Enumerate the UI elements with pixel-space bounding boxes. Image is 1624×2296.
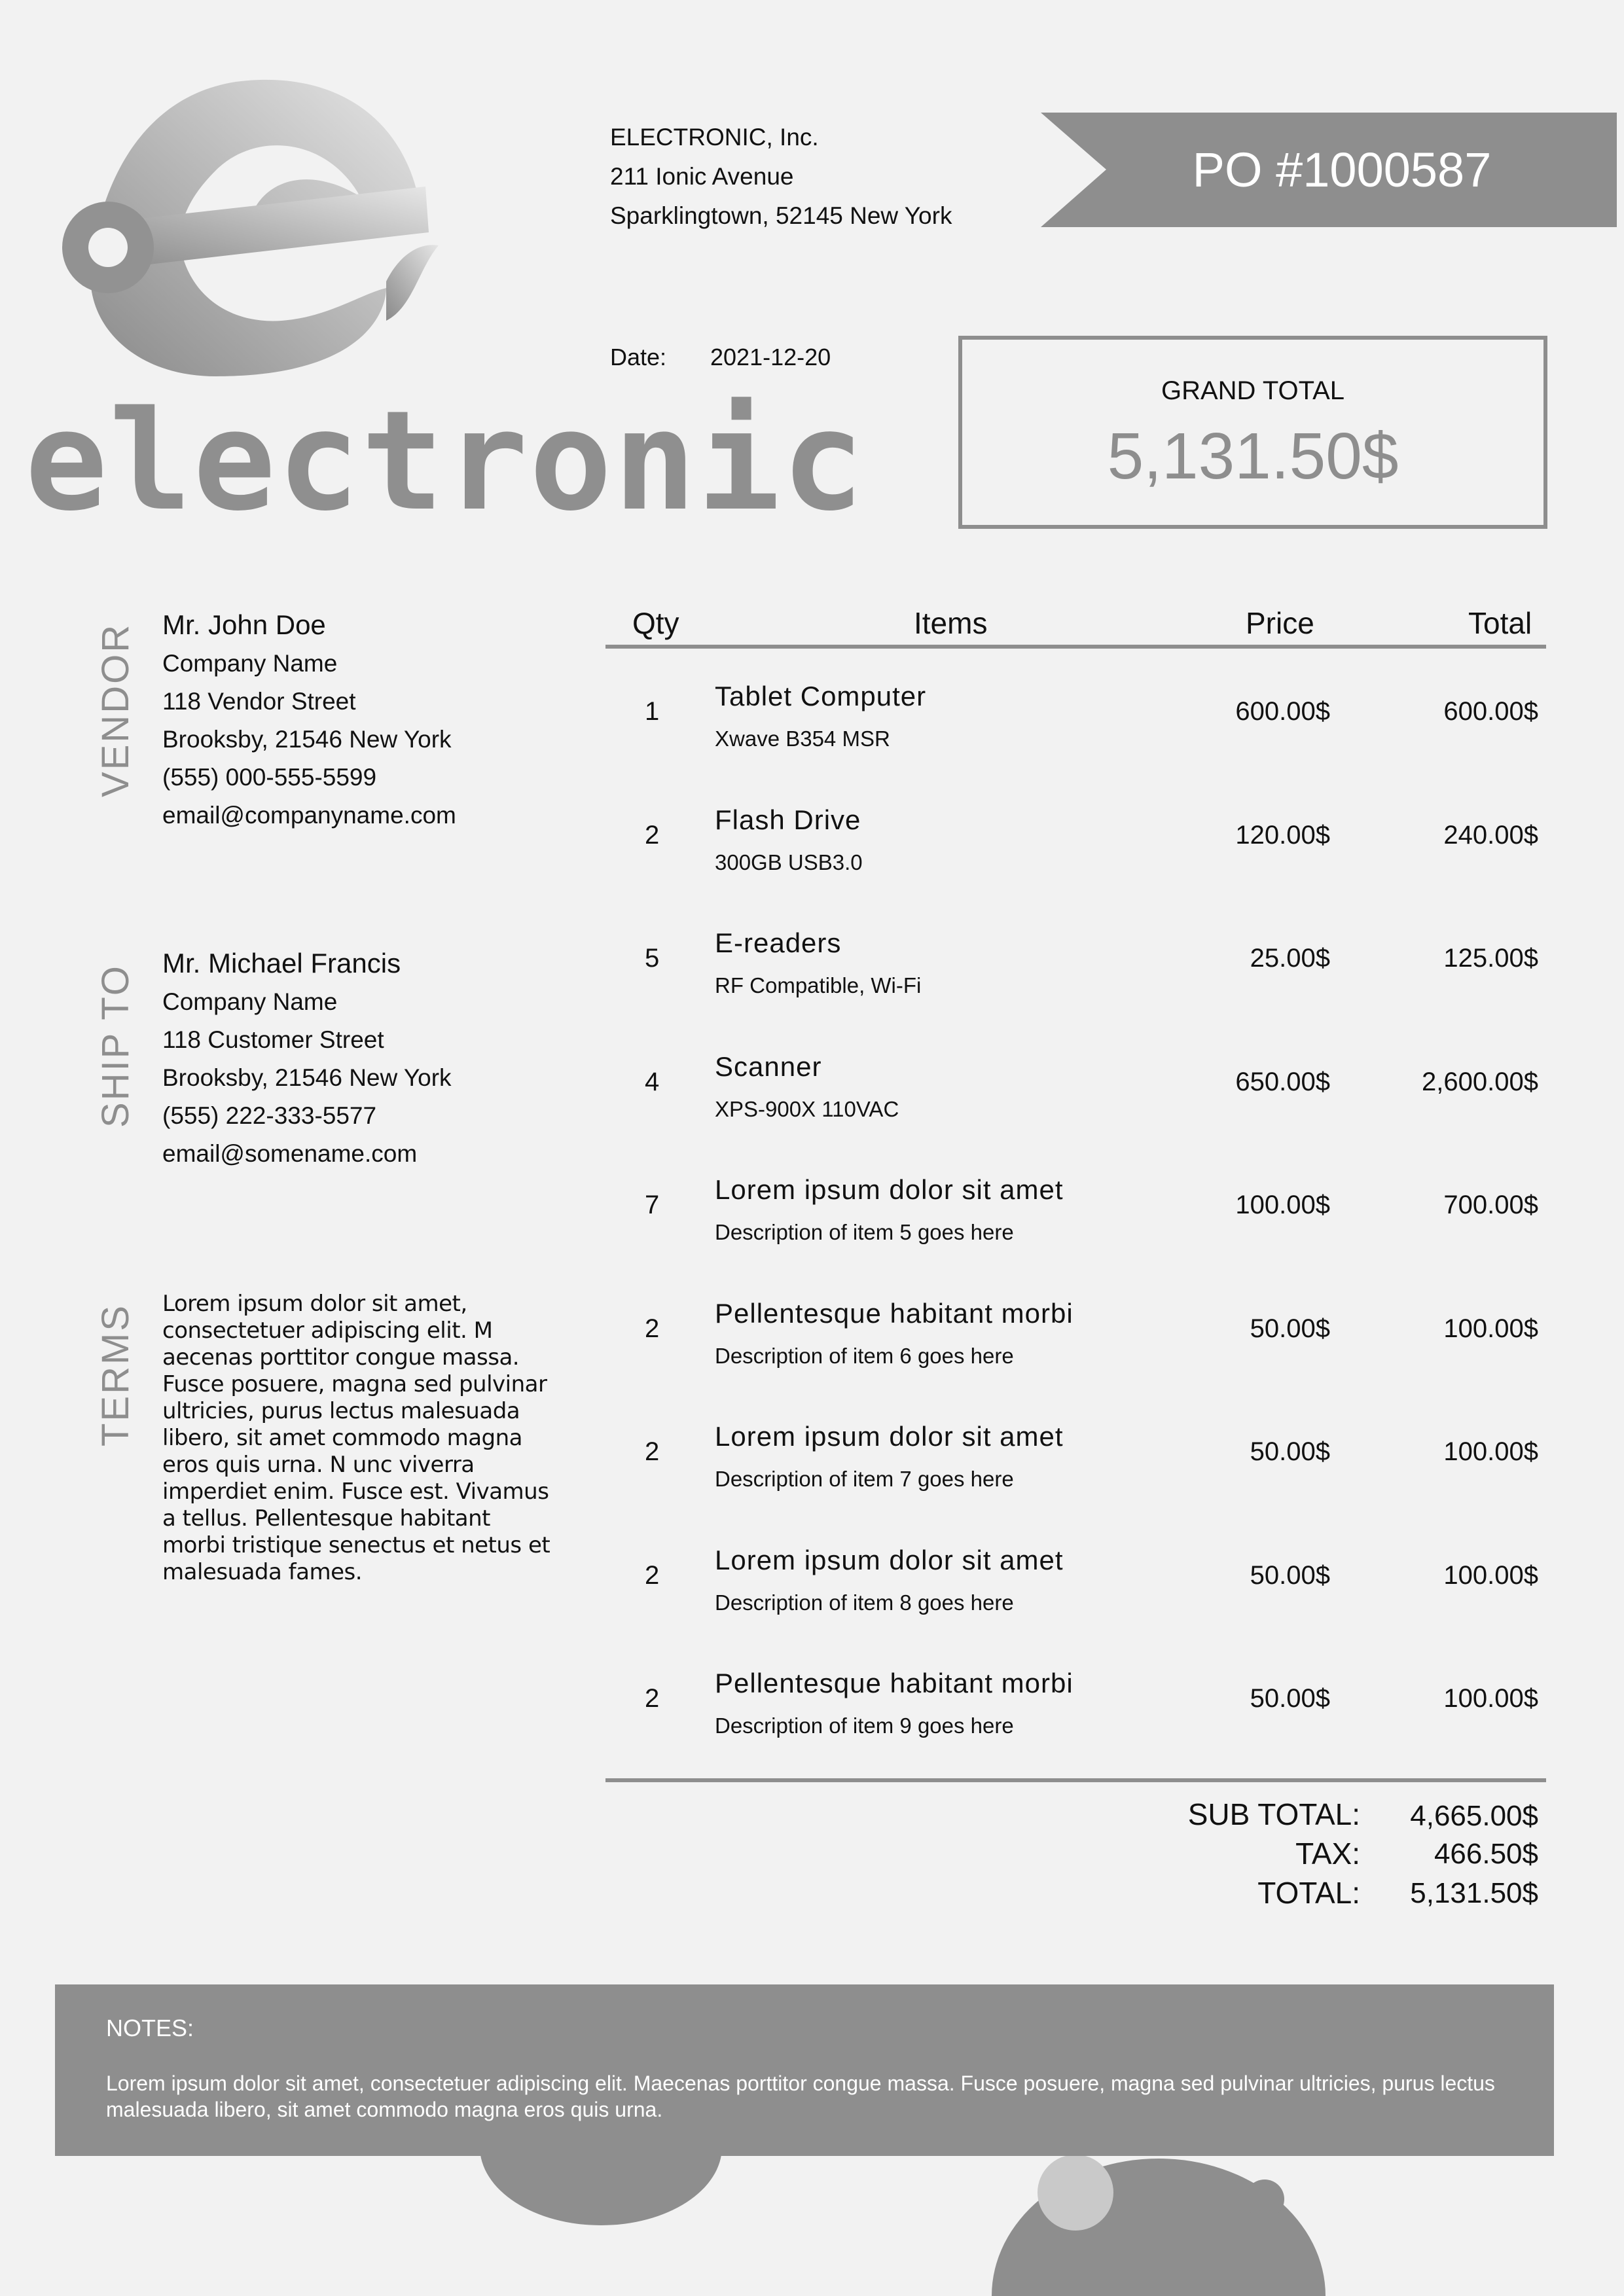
- logo-wordmark: electronic: [25, 381, 866, 541]
- tax-label: TAX:: [1295, 1837, 1360, 1871]
- ship-to-email: email@somename.com: [162, 1140, 418, 1167]
- item-description: Description of item 8 goes here: [715, 1590, 1014, 1615]
- date-value: 2021-12-20: [710, 344, 831, 370]
- table-row: [605, 1648, 1546, 1771]
- item-price: 50.00$: [1250, 1314, 1330, 1343]
- date-label: Date:: [610, 344, 667, 370]
- vendor-city: Brooksby, 21546 New York: [162, 726, 452, 753]
- vendor-section-label: VENDOR: [94, 622, 137, 797]
- item-price: 120.00$: [1235, 820, 1330, 850]
- item-total: 700.00$: [1443, 1191, 1538, 1219]
- table-row: [605, 908, 1546, 1031]
- column-header-items: Items: [914, 606, 988, 640]
- table-row: [605, 661, 1546, 784]
- table-row: [605, 1155, 1546, 1278]
- item-total: 100.00$: [1443, 1437, 1538, 1466]
- item-total: 100.00$: [1443, 1684, 1538, 1713]
- item-name: Lorem ipsum dolor sit amet: [715, 1421, 1064, 1452]
- ship-to-company: Company Name: [162, 988, 338, 1015]
- table-row: [605, 1278, 1546, 1401]
- total-label: TOTAL:: [1257, 1876, 1360, 1910]
- item-price: 100.00$: [1235, 1191, 1330, 1219]
- grand-total-label: GRAND TOTAL: [1161, 376, 1345, 405]
- item-qty: 2: [645, 820, 660, 850]
- item-description: Xwave B354 MSR: [715, 726, 890, 751]
- item-description: RF Compatible, Wi-Fi: [715, 973, 922, 997]
- item-total: 125.00$: [1443, 944, 1538, 973]
- item-qty: 7: [645, 1191, 660, 1219]
- vendor-street: 118 Vendor Street: [162, 688, 356, 715]
- item-total: 100.00$: [1443, 1314, 1538, 1343]
- item-description: Description of item 7 goes here: [715, 1467, 1014, 1491]
- item-price: 650.00$: [1235, 1067, 1330, 1096]
- ship-to-section-label: SHIP TO: [94, 964, 137, 1128]
- item-qty: 2: [645, 1560, 660, 1590]
- notes-text: Lorem ipsum dolor sit amet, consectetuer adipiscing elit. Maecenas porttitor congue massa. Fusce posuere, magna sed pulvinar ultricies, purus lectus malesuada libero, sit amet commodo magna eros quis urna.: [106, 2072, 1495, 2121]
- column-header-price: Price: [1246, 606, 1314, 640]
- subtotal-value: 4,665.00$: [1410, 1800, 1538, 1832]
- item-name: Scanner: [715, 1050, 822, 1082]
- item-description: XPS-900X 110VAC: [715, 1096, 899, 1121]
- item-qty: 1: [645, 697, 660, 726]
- subtotal-label: SUB TOTAL:: [1187, 1797, 1360, 1831]
- item-description: Description of item 6 goes here: [715, 1343, 1014, 1368]
- tax-value: 466.50$: [1434, 1838, 1538, 1870]
- item-price: 50.00$: [1250, 1437, 1330, 1466]
- ship-to-block: [162, 944, 452, 1173]
- item-qty: 2: [645, 1314, 660, 1343]
- ship-to-city: Brooksby, 21546 New York: [162, 1064, 452, 1091]
- table-row: [605, 1525, 1546, 1648]
- company-city: Sparklingtown, 52145 New York: [610, 202, 952, 229]
- item-qty: 2: [645, 1437, 660, 1466]
- footer-decoration: [0, 2147, 1624, 2296]
- item-name: Flash Drive: [715, 804, 861, 835]
- table-row: [605, 1031, 1546, 1155]
- vendor-email: email@companyname.com: [162, 802, 456, 829]
- table-row: [605, 1401, 1546, 1524]
- item-name: Lorem ipsum dolor sit amet: [715, 1174, 1064, 1205]
- item-name: Tablet Computer: [715, 681, 927, 711]
- vendor-phone: (555) 000-555-5599: [162, 764, 377, 791]
- table-bottom-divider: [605, 1778, 1546, 1782]
- item-total: 240.00$: [1443, 820, 1538, 850]
- item-description: Description of item 9 goes here: [715, 1713, 1014, 1738]
- item-price: 50.00$: [1250, 1560, 1330, 1590]
- item-price: 600.00$: [1235, 697, 1330, 726]
- item-price: 50.00$: [1250, 1684, 1330, 1713]
- item-qty: 5: [645, 944, 660, 973]
- column-header-qty: Qty: [632, 606, 679, 640]
- item-description: Description of item 5 goes here: [715, 1220, 1014, 1244]
- vendor-name: Mr. John Doe: [162, 609, 326, 640]
- item-total: 2,600.00$: [1422, 1067, 1538, 1096]
- total-value: 5,131.50$: [1410, 1877, 1538, 1909]
- header-divider: [605, 645, 1546, 649]
- item-price: 25.00$: [1250, 944, 1330, 973]
- ship-to-name: Mr. Michael Francis: [162, 948, 401, 978]
- item-description: 300GB USB3.0: [715, 850, 863, 874]
- ship-to-street: 118 Customer Street: [162, 1026, 384, 1053]
- company-info: [610, 118, 952, 236]
- terms-section-label: TERMS: [94, 1304, 137, 1446]
- item-name: E-readers: [715, 927, 842, 958]
- company-street: 211 Ionic Avenue: [610, 163, 794, 190]
- ship-to-phone: (555) 222-333-5577: [162, 1102, 377, 1129]
- po-number: PO #1000587: [1192, 143, 1492, 197]
- company-logo-icon: [20, 72, 471, 399]
- terms-text: Lorem ipsum dolor sit amet, consectetuer adipiscing elit. M aecenas porttitor congue massa. Fusce posuere, magna sed pulvinar ultricies, purus lectus malesuada libero, sit amet commodo magna eros quis urna. N unc viverra imperdiet enim. Fusce est. Vivamus a tellus. Pellentesque habitant morbi tristique senectus et netus et malesuada fames.: [162, 1291, 550, 1585]
- item-total: 100.00$: [1443, 1560, 1538, 1590]
- company-name: ELECTRONIC, Inc.: [610, 124, 819, 151]
- item-name: Pellentesque habitant morbi: [715, 1668, 1074, 1698]
- notes-title: NOTES:: [106, 2015, 194, 2041]
- table-row: [605, 785, 1546, 908]
- item-name: Lorem ipsum dolor sit amet: [715, 1544, 1064, 1575]
- grand-total-value: 5,131.50$: [1107, 420, 1399, 493]
- item-qty: 4: [645, 1067, 660, 1096]
- vendor-block: [162, 605, 456, 834]
- column-header-total: Total: [1468, 606, 1532, 640]
- item-total: 600.00$: [1443, 697, 1538, 726]
- item-qty: 2: [645, 1684, 660, 1713]
- vendor-company: Company Name: [162, 650, 338, 677]
- item-name: Pellentesque habitant morbi: [715, 1297, 1074, 1329]
